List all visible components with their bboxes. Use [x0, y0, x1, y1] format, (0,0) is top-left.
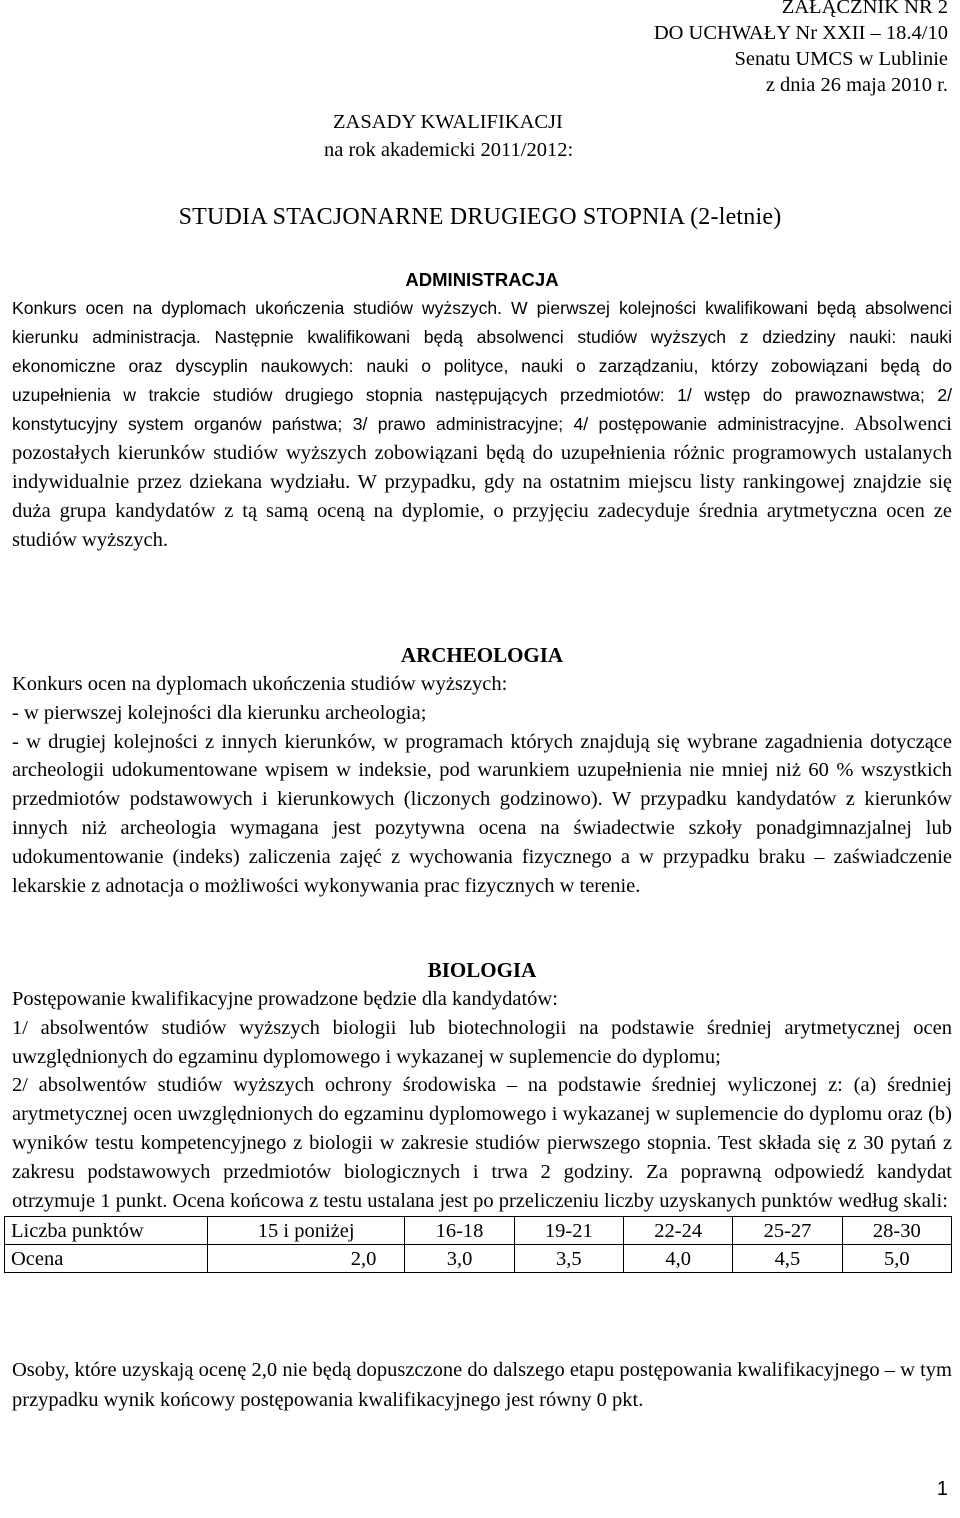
section-archeologia: [12, 640, 952, 900]
administracja-text-sans: Konkurs ocen na dyplomach ukończenia studiów wyższych. W pierwszej kolejności kwalifikowani będą absolwenci kierunku administracja. Następnie kwalifikowani będą absolwenci studiów wyższych z dziedziny nauki: nauki ekonomiczne oraz dyscyplin naukowych: nauki o polityce, nauki o zarządzaniu, którzy zobowiązani będą do uzupełnienia w trakcie studiów drugiego stopnia następujących przedmiotów: 1/ wstęp do prawoznawstwa; 2/ konstytucyjny system organów państwa; 3/ prawo administracyjne; 4/ postępowanie administracyjne.: [12, 298, 952, 434]
rules-title-line-1: ZASADY KWALIFIKACJI: [333, 111, 563, 133]
grading-scale-table: [4, 1216, 952, 1273]
section-heading-administracja: ADMINISTRACJA: [405, 269, 559, 290]
closing-paragraph: Osoby, które uzyskają ocenę 2,0 nie będą dopuszczone do dalszego etapu postępowania kwalifikacyjnego – w tym przypadku wynik końcowy postępowania kwalifikacyjnego jest równy 0 pkt.: [12, 1359, 952, 1411]
table-cell: 4,0: [624, 1245, 733, 1273]
table-cell: 15 i poniżej: [208, 1217, 405, 1245]
table-cell: 22-24: [624, 1217, 733, 1245]
table-cell: 2,0: [208, 1245, 405, 1273]
table-cell-points-label: Liczba punktów: [5, 1217, 208, 1245]
header-line-2: DO UCHWAŁY Nr XXII – 18.4/10: [653, 22, 948, 44]
table-cell: 3,5: [514, 1245, 623, 1273]
section-heading-biologia: BIOLOGIA: [427, 958, 537, 982]
header-line-4: z dnia 26 maja 2010 r.: [765, 74, 948, 96]
biologia-item-1: 1/ absolwentów studiów wyższych biologii lub biotechnologii na podstawie średniej arytmetycznej ocen uwzględnionych do egzaminu dyplomowego i wykazanej w suplemencie do dyplomu;: [12, 1016, 952, 1068]
table-cell: 3,0: [405, 1245, 514, 1273]
section-heading-archeologia: ARCHEOLOGIA: [400, 643, 564, 667]
page-title: STUDIA STACJONARNE DRUGIEGO STOPNIA (2-letnie): [178, 204, 782, 230]
header-line-1: ZAŁĄCZNIK NR 2: [781, 0, 948, 18]
page-number: 1: [936, 1478, 948, 1500]
biologia-intro: Postępowanie kwalifikacyjne prowadzone będzie dla kandydatów:: [12, 988, 558, 1010]
table-cell-grade-label: Ocena: [5, 1245, 208, 1273]
section-administracja: [12, 266, 952, 555]
table-cell: 16-18: [405, 1217, 514, 1245]
table-cell: 4,5: [733, 1245, 842, 1273]
biologia-item-2: 2/ absolwentów studiów wyższych ochrony środowiska – na podstawie średniej wyliczonej z: (a) średniej arytmetycznej ocen uwzględnionych do egzaminu dyplomowego i wykazanej w suplemencie do dyplomu oraz (b) wyników testu kompetencyjnego z biologii w zakresie studiów pierwszego stopnia. Test składa się z 30 pytań z zakresu podstawowych przedmiotów biologicznych i trwa 2 godziny. Za poprawną odpowiedź kandydat otrzymuje 1 punkt. Ocena końcowa z testu ustalana jest po przeliczeniu liczby uzyskanych punktów według skali:: [12, 1074, 952, 1212]
table-row-points: [5, 1217, 952, 1245]
table-row-grade: [5, 1245, 952, 1273]
archeologia-item-2: - w drugiej kolejności z innych kierunków, w programach których znajdują się wybrane zagadnienia dotyczące archeologii udokumentowane wpisem w indeksie, pod warunkiem uzupełnienia nie mniej niż 60 % wszystkich przedmiotów podstawowych i kierunkowych (liczonych godzinowo). W przypadku kandydatów z kierunków innych niż archeologia wymagana jest pozytywna ocena na świadectwie szkoły ponadgimnazjalnej lub udokumentowanie (indeks) zaliczenia zajęć z wychowania fizycznego a w przypadku braku – zaświadczenie lekarskie z adnotacja o możliwości wykonywania prac fizycznych w terenie.: [12, 730, 952, 897]
table-cell: 5,0: [842, 1245, 951, 1273]
administracja-paragraph: [12, 294, 952, 555]
table-cell: 19-21: [514, 1217, 623, 1245]
archeologia-item-1: - w pierwszej kolejności dla kierunku archeologia;: [12, 701, 427, 724]
rules-title-line-2: na rok akademicki 2011/2012:: [324, 139, 574, 161]
section-biologia: [12, 955, 952, 1273]
table-cell: 28-30: [842, 1217, 951, 1245]
header-line-3: Senatu UMCS w Lublinie: [734, 48, 948, 70]
archeologia-intro: Konkurs ocen na dyplomach ukończenia studiów wyższych:: [12, 673, 508, 695]
administracja-text-serif: Absolwenci pozostałych kierunków studiów wyższych zobowiązani będą do uzupełnienia różnic programowych ustalanych indywidualnie przez dziekana wydziału. W przypadku, gdy na ostatnim miejscu listy rankingowej znajdzie się duża grupa kandydatów z tą samą oceną na dyplomie, o przyjęciu zadecyduje średnia arytmetyczna ocen ze studiów wyższych.: [12, 413, 952, 551]
attachment-header: [654, 0, 948, 98]
qualification-rules-title: [0, 108, 960, 164]
table-cell: 25-27: [733, 1217, 842, 1245]
